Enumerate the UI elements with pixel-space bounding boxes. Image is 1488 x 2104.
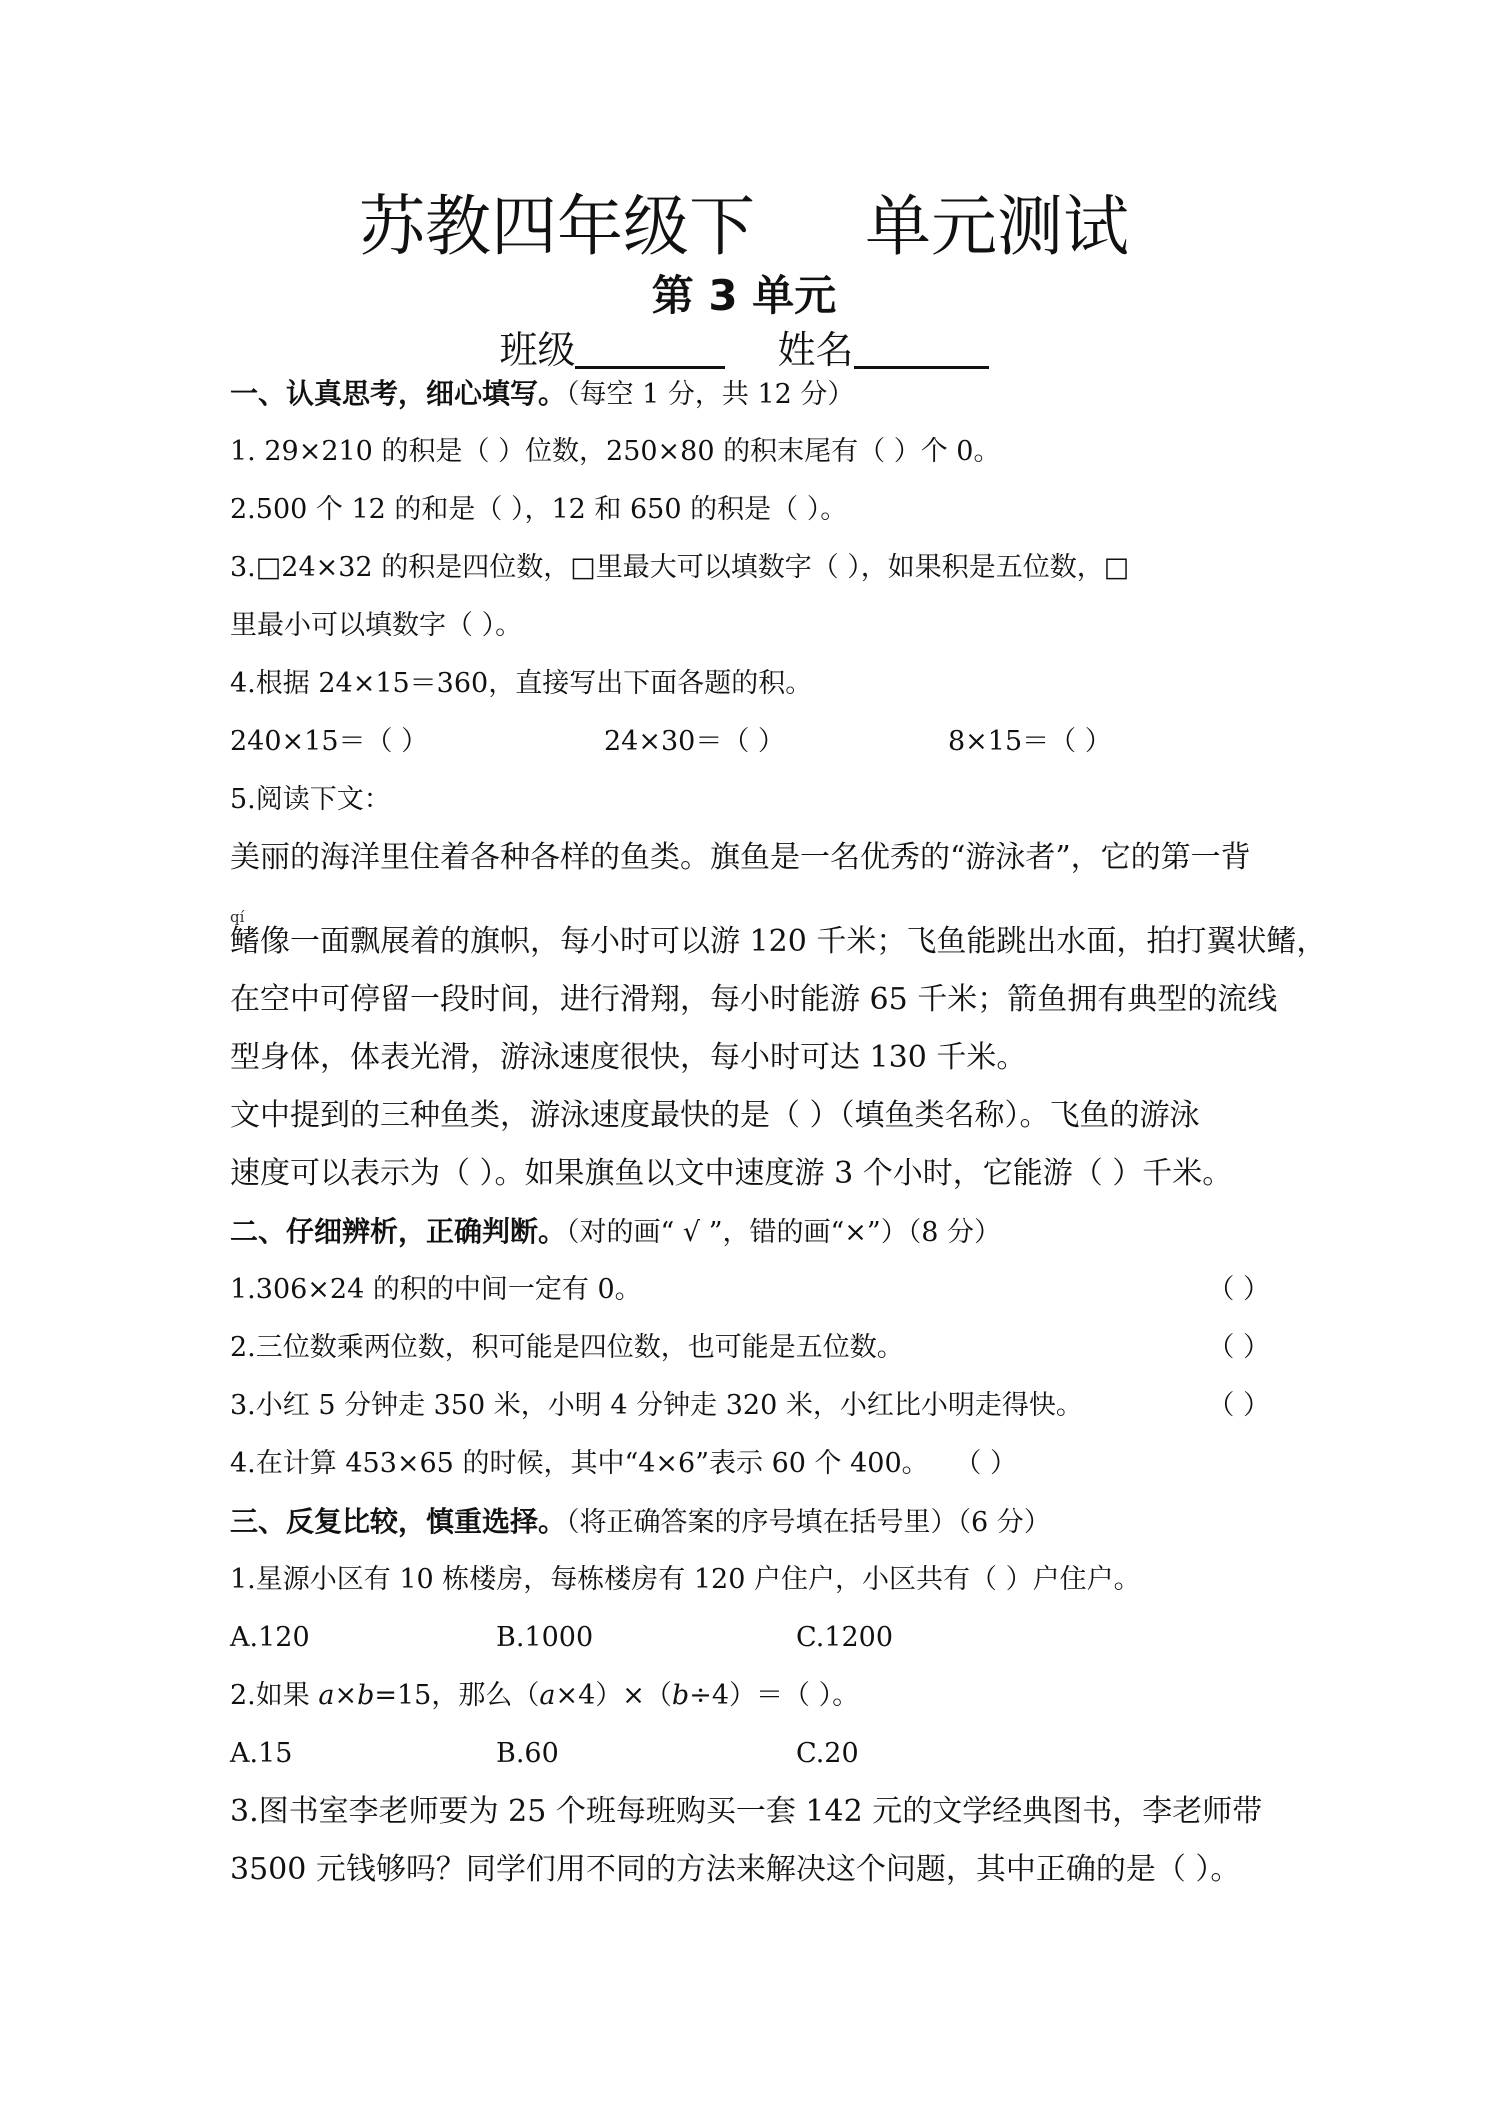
s2-item-4-text: 4.在计算 453×65 的时候，其中“4×6”表示 60 个 400。	[230, 1448, 929, 1479]
s2-item-1: 1.306×24 的积的中间一定有 0。	[230, 1274, 642, 1305]
passage-line-3: 在空中可停留一段时间，进行滑翔，每小时能游 65 千米；箭鱼拥有典型的流线	[230, 982, 1278, 1017]
s2-item-1-paren[interactable]: （ ）	[1207, 1274, 1270, 1305]
section1-title: 一、认真思考，细心填写。	[230, 377, 567, 410]
s3-q1-option-b: B.1000	[496, 1622, 594, 1653]
s3-q2-mid2: ×4）×（	[555, 1680, 672, 1711]
section2-title: 二、仔细辨析，正确判断。	[230, 1215, 567, 1248]
s2-item-3-paren[interactable]: （ ）	[1207, 1390, 1270, 1421]
section3-note: （将正确答案的序号填在括号里）（6 分）	[566, 1507, 1051, 1538]
title-right: 单元测试	[865, 188, 1129, 265]
s3-q2-mid: =15，那么（	[374, 1680, 540, 1711]
class-blank[interactable]	[575, 326, 725, 369]
section3-heading	[230, 1502, 1270, 1543]
s2-item-4-paren[interactable]: （ ）	[954, 1448, 1018, 1479]
s3-q2-option-a: A.15	[230, 1738, 293, 1769]
var-b-2: b	[671, 1680, 690, 1711]
page-title	[0, 182, 1488, 272]
section2-note: （对的画“ √ ”，错的画“×”）（8 分）	[566, 1217, 1001, 1248]
s1-q3-line2: 里最小可以填数字（ ）。	[230, 610, 523, 641]
passage-line-1: 美丽的海洋里住着各种各样的鱼类。旗鱼是一名优秀的“游泳者”，它的第一背	[230, 840, 1251, 875]
passage-line-4: 型身体，体表光滑，游泳速度很快，每小时可达 130 千米。	[230, 1040, 1027, 1075]
s1-q4: 4.根据 24×15＝360，直接写出下面各题的积。	[230, 668, 813, 699]
s3-q2-option-c: C.20	[796, 1738, 859, 1769]
s3-q1-option-c: C.1200	[796, 1622, 893, 1653]
unit-subtitle	[0, 266, 1488, 326]
var-b: b	[357, 1680, 375, 1711]
s3-q2-option-b: B.60	[496, 1738, 559, 1769]
s3-q1: 1.星源小区有 10 栋楼房，每栋楼房有 120 户住户，小区共有（ ）户住户。	[230, 1564, 1141, 1595]
title-left: 苏教四年级下	[359, 188, 755, 265]
s1-q1: 1. 29×210 的积是（ ）位数，250×80 的积末尾有（ ）个 0。	[230, 436, 1001, 467]
unit-label: 第 3 单元	[651, 271, 837, 320]
var-a-2: a	[539, 1680, 556, 1711]
class-label: 班级	[499, 328, 576, 372]
s2-item-2-paren[interactable]: （ ）	[1207, 1332, 1270, 1363]
s2-item-3: 3.小红 5 分钟走 350 米，小明 4 分钟走 320 米，小红比小明走得快。	[230, 1390, 1083, 1421]
name-blank[interactable]	[854, 326, 989, 369]
section3-title: 三、反复比较，慎重选择。	[230, 1505, 567, 1538]
section2-heading	[230, 1212, 1270, 1253]
s1-q5: 5.阅读下文：	[230, 784, 391, 815]
s3-q2	[230, 1676, 1270, 1716]
s2-item-2: 2.三位数乘两位数，积可能是四位数，也可能是五位数。	[230, 1332, 904, 1363]
s1-q5-line2: 速度可以表示为（ ）。如果旗鱼以文中速度游 3 个小时，它能游（ ）千米。	[230, 1156, 1233, 1191]
s1-q4-item-3: 8×15＝（ ）	[948, 726, 1112, 757]
s3-q2-times: ×	[334, 1680, 358, 1711]
s1-q2: 2.500 个 12 的和是（ ），12 和 650 的积是（ ）。	[230, 494, 848, 525]
name-label: 姓名	[777, 328, 854, 372]
var-a: a	[318, 1680, 335, 1711]
s3-q2-pre: 2.如果	[230, 1680, 319, 1711]
s2-item-4	[230, 1444, 1270, 1484]
s3-q3-line1: 3.图书室李老师要为 25 个班每班购买一套 142 元的文学经典图书，李老师带	[230, 1794, 1263, 1829]
pinyin-annotation: qí	[230, 908, 245, 926]
s3-q2-post: ÷4）＝（ ）。	[689, 1680, 860, 1711]
section1-note: （每空 1 分，共 12 分）	[566, 379, 855, 410]
s3-q1-option-a: A.120	[230, 1622, 310, 1653]
section1-heading	[230, 374, 1270, 415]
passage-line-2: 鳍像一面飘展着的旗帜，每小时可以游 120 千米；飞鱼能跳出水面，拍打翼状鳍，	[230, 924, 1327, 959]
student-info	[0, 322, 1488, 378]
s1-q3-line1: 3.□24×32 的积是四位数，□里最大可以填数字（ ），如果积是五位数，□	[230, 552, 1130, 583]
s1-q4-item-2: 24×30＝（ ）	[604, 726, 785, 757]
s3-q3-line2: 3500 元钱够吗？同学们用不同的方法来解决这个问题，其中正确的是（ ）。	[230, 1852, 1241, 1887]
s1-q5-line1: 文中提到的三种鱼类，游泳速度最快的是（ ）（填鱼类名称）。飞鱼的游泳	[230, 1098, 1200, 1133]
s1-q4-item-1: 240×15＝（ ）	[230, 726, 429, 757]
